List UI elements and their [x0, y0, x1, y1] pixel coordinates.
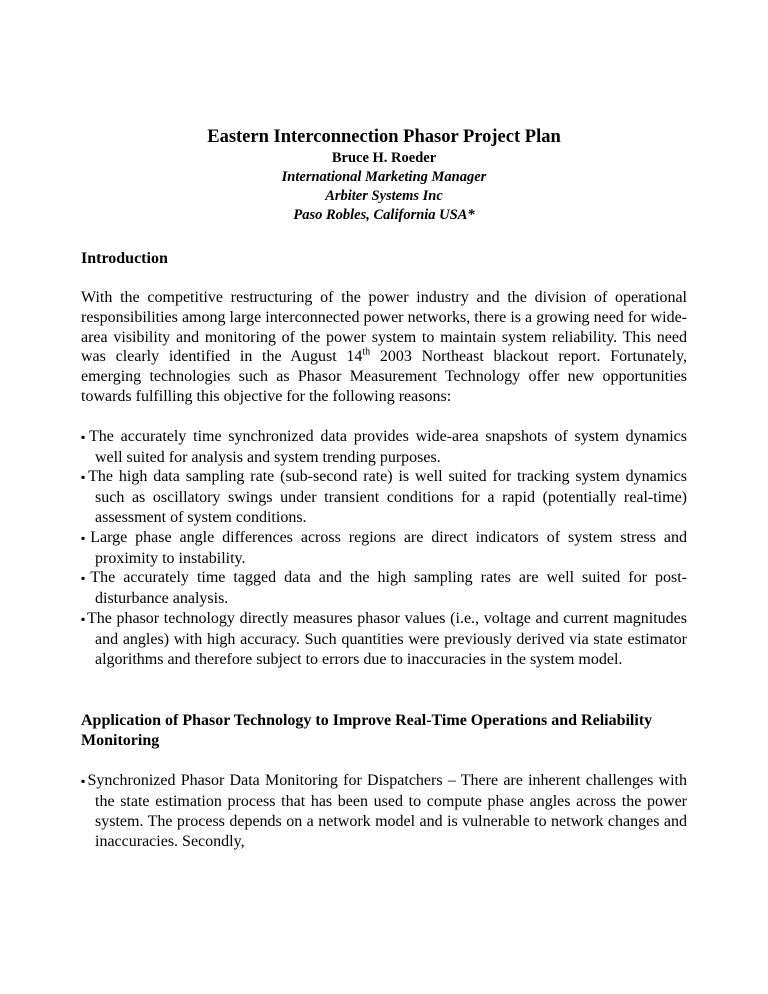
bullet-text: The high data sampling rate (sub-second rate) is well suited for tracking system dynamics such as oscillatory swings under transient conditions for a rapid (potentially real-time) assessment of system conditions. [88, 468, 687, 526]
bullet-text: The accurately time tagged data and the high sampling rates are well suited for post-disturbance analysis. [90, 569, 687, 608]
author-name: Bruce H. Roeder [331, 150, 437, 166]
bullet-item [81, 467, 687, 527]
square-bullet-icon: ▪ [81, 530, 90, 545]
byline [81, 149, 687, 225]
intro-paragraph-text-cont: 2003 Northeast blackout report. Fortunately, emerging technologies such as Phasor Measurement Technology offer new opportunities towards fulfilling this objective for the following reasons: [81, 348, 687, 405]
bullet-item [81, 771, 687, 851]
author-location: Paso Robles, California USA* [293, 207, 475, 223]
intro-bullet-list [81, 427, 687, 670]
bullet-text: The phasor technology directly measures phasor values (i.e., voltage and current magnitudes and angles) with high accuracy. Such quantities were previously derived via state estimator algorithms and therefore subject to errors due to inaccuracies in the system model. [86, 609, 687, 668]
square-bullet-icon: ▪ [81, 774, 87, 789]
author-company: Arbiter Systems Inc [325, 188, 443, 204]
application-bullet-list [81, 771, 687, 851]
square-bullet-icon: ▪ [81, 611, 86, 626]
square-bullet-icon: ▪ [81, 470, 88, 485]
section-heading-introduction: Introduction [81, 250, 168, 267]
square-bullet-icon: ▪ [81, 429, 89, 444]
section-heading-application: Application of Phasor Technology to Improve Real-Time Operations and Reliability Monitoring [81, 712, 653, 750]
document-title: Eastern Interconnection Phasor Project Plan [207, 127, 561, 147]
bullet-text: Synchronized Phasor Data Monitoring for Dispatchers – There are inherent challenges with the state estimation process that has been used to compute phase angles across the power system. The process depends on a network model and is vulnerable to network changes and inaccuracies. Secondly, [87, 772, 688, 850]
bullet-item [81, 528, 687, 569]
bullet-text: The accurately time synchronized data provides wide-area snapshots of system dynamics well suited for analysis and system trending purposes. [89, 427, 687, 466]
author-role: International Marketing Manager [281, 169, 487, 185]
bullet-item [81, 609, 687, 669]
bullet-item [81, 568, 687, 609]
square-bullet-icon: ▪ [81, 571, 90, 586]
bullet-text: Large phase angle differences across regions are direct indicators of system stress and proximity to instability. [90, 528, 687, 567]
intro-paragraph-text: With the competitive restructuring of the power industry and the division of operational responsibilities among large interconnected power networks, there is a growing need for wide-area visibility and monitoring of the power system to maintain system reliability. This need was clearly identified in the August 14 [81, 289, 687, 366]
superscript-th: th [362, 347, 371, 359]
bullet-item [81, 427, 687, 468]
intro-paragraph [81, 288, 687, 407]
